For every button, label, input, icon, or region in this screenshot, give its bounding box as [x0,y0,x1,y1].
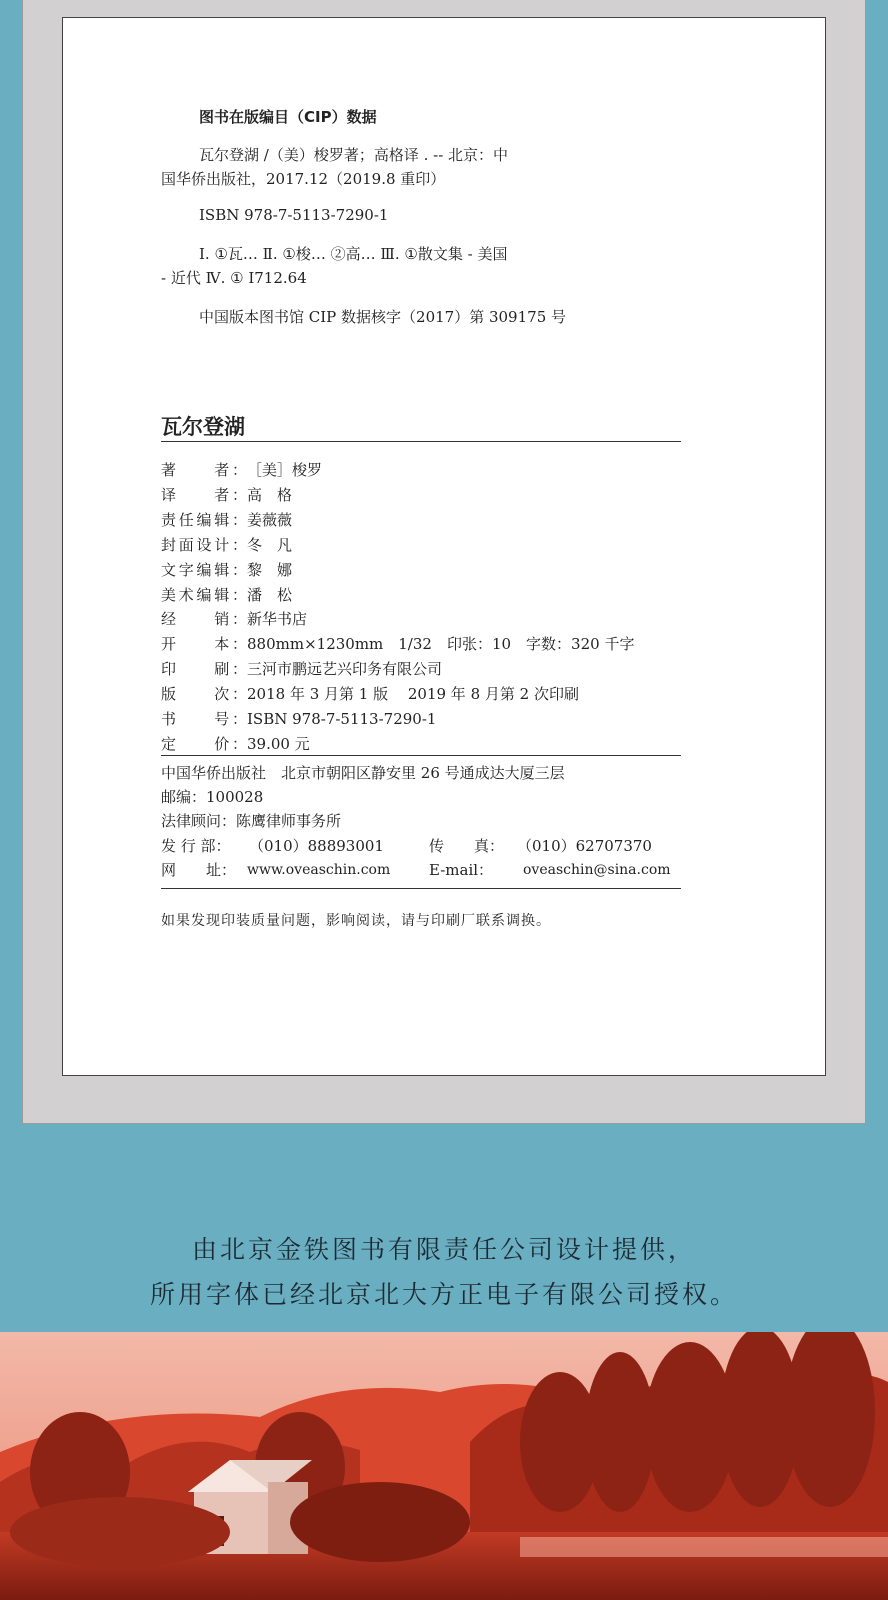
cip-library-note: 中国版本图书馆 CIP 数据核字（2017）第 309175 号 [199,308,567,326]
cip-class-line1: Ⅰ. ①瓦… Ⅱ. ①梭… ②高… Ⅲ. ①散文集 - 美国 [199,245,508,263]
credit-label: 美术编辑： [161,585,247,604]
fax-label: 传 真： [429,837,505,855]
credit-value: 黎 娜 [247,560,293,579]
credit-label: 书 号： [161,710,247,728]
lake-cabin-photo [0,1332,888,1600]
credit-label: 责任编辑： [161,510,247,529]
credit-row [161,533,292,557]
cip-entry-line1: 瓦尔登湖 /（美）梭罗著；高格译 . -- 北京：中 [199,146,509,164]
credit-row [161,458,322,482]
credit-value: 姜薇薇 [247,510,293,529]
footer-line2: 所用字体已经北京北大方正电子有限公司授权。 [149,1280,738,1309]
credit-label: 文字编辑： [161,560,247,579]
credit-value: 三河市鹏远艺兴印务有限公司 [247,660,443,679]
credit-value: 潘 松 [247,585,293,604]
book-title: 瓦尔登湖 [161,415,245,439]
credit-value: 880mm×1230mm 1/32 印张：10 字数：320 千字 [247,635,635,654]
credit-row [161,508,292,532]
credit-value: ［美］梭罗 [247,461,323,479]
cip-isbn: ISBN 978-7-5113-7290-1 [199,206,389,224]
cip-title: 图书在版编目（CIP）数据 [199,108,377,126]
credit-row [161,483,292,507]
credit-label: 版 次： [161,685,247,704]
fax-value: （010）62707370 [517,837,652,855]
footer-line1: 由北京金铁图书有限责任公司设计提供， [191,1235,696,1264]
email-label: E-mail： [429,861,494,879]
copyright-page [62,17,826,1076]
credit-label: 开 本： [161,635,247,654]
publisher-legal: 法律顾问：陈鹰律师事务所 [161,812,342,830]
credit-row [161,732,310,756]
publisher-rule [161,888,681,889]
publisher-postcode: 邮编：100028 [161,788,264,806]
credit-label: 定 价： [161,734,247,753]
cip-class-line2: - 近代 Ⅳ. ① I712.64 [161,269,307,287]
credit-row [161,707,436,731]
credit-value: 新华书店 [247,610,308,629]
credit-label: 印 刷： [161,660,247,679]
dept-label: 发 行 部： [161,837,231,855]
web-label: 网 址： [161,861,237,879]
credit-value: 39.00 元 [247,734,310,753]
cip-entry-line2: 国华侨出版社，2017.12（2019.8 重印） [161,170,446,188]
email-value: oveaschin@sina.com [523,862,671,878]
publisher-name-address: 中国华侨出版社 北京市朝阳区静安里 26 号通成达大厦三层 [161,764,565,782]
publisher-web-row [161,858,681,882]
credit-label: 封面设计： [161,535,247,554]
credit-value: 2018 年 3 月第 1 版 2019 年 8 月第 2 次印刷 [247,685,579,704]
credit-value: ISBN 978-7-5113-7290-1 [247,710,437,728]
credit-value: 高 格 [247,485,293,504]
credit-label: 经 销： [161,610,247,629]
credit-value: 冬 凡 [247,535,293,554]
title-rule [161,441,681,442]
web-value: www.oveaschin.com [247,862,391,878]
credit-row [161,607,307,631]
credit-row [161,558,292,582]
quality-notice: 如果发现印装质量问题，影响阅读，请与印刷厂联系调换。 [161,913,551,929]
credit-label: 著 者： [161,461,247,479]
credit-row [161,657,442,681]
dept-phone: （010）88893001 [249,837,384,855]
credits-rule [161,755,681,756]
credit-row [161,583,292,607]
credit-row [161,682,579,706]
credit-label: 译 者： [161,485,247,504]
publisher-dept-row [161,834,681,858]
credit-row [161,632,634,656]
